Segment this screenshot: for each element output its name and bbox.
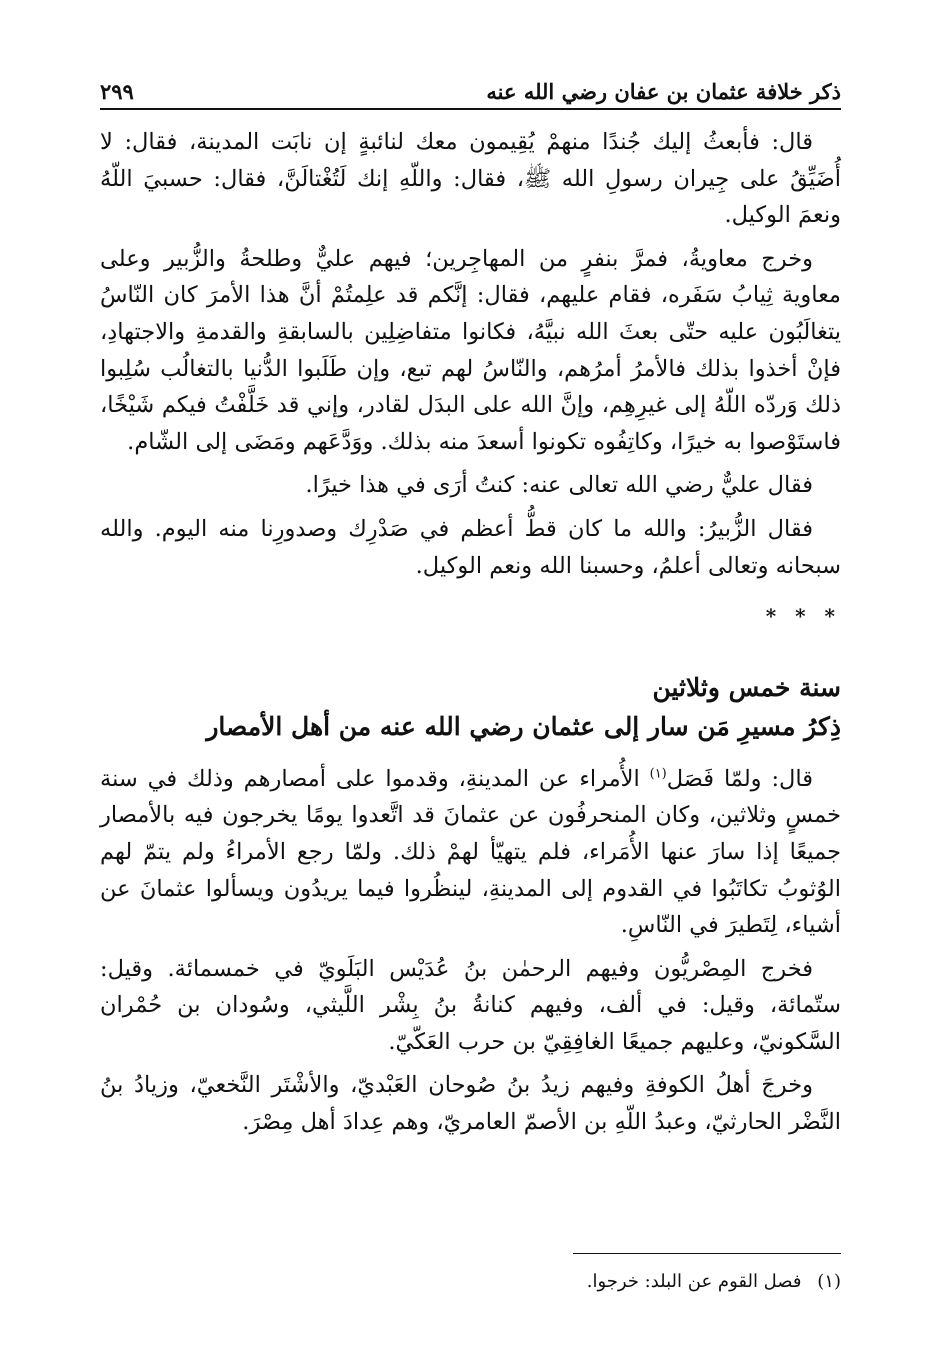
paragraph-text: قال: ولمّا فَصَل	[666, 765, 813, 792]
page-number: ٢٩٩	[100, 79, 134, 104]
section-subheading: ذِكرُ مسيرِ مَن سار إلى عثمان رضي الله عنه من أهل الأمصار	[206, 711, 841, 741]
paragraph	[100, 761, 841, 944]
page-header	[100, 70, 841, 104]
footnote-rule	[573, 1253, 841, 1254]
paragraph: قال: فأبعثُ إليك جُندًا منهمْ يُقِيمون معك لنائبةٍ إن نابَت المدينة، فقال: لا أُضَيِّقُ على جِيران رسولِ الله ﷺ، فقال: واللّهِ إنك لَتُغْتالَنَّ، فقال: حسبيَ اللّهُ ونعمَ الوكيل.	[100, 129, 841, 229]
footnote-text: فصل القوم عن البلد: خرجوا.	[586, 1271, 802, 1292]
section-separator: * * *	[765, 604, 841, 629]
paragraph: فقال عليٌّ رضي الله تعالى عنه: كنتُ أرَى في هذا خيرًا.	[305, 472, 813, 499]
paragraph: فقال الزُّبيرُ: والله ما كان قطُّ أعظم في صَدْرِك وصدورِنا منه اليوم. والله سبحانه وتعالى أعلمُ، وحسبنا الله ونعم الوكيل.	[100, 515, 841, 579]
body-text	[100, 124, 841, 1148]
running-title: ذكر خلافة عثمان بن عفان رضي الله عنه	[486, 79, 841, 104]
footnote	[100, 1268, 841, 1296]
footnote-number: (١)	[817, 1271, 841, 1292]
paragraph: وخرج معاويةُ، فمرَّ بنفرٍ من المهاجِرين؛ فيهم عليٌّ وطلحةُ والزُّبير وعلى معاوية ثِيابُ سَفَره، فقام عليهم، فقال: إنَّكم قد علِمتُمْ أنَّ هذا الأمرَ كان النّاسُ يتغالَبُون عليه حتّى بعثَ الله نبيَّهُ، فكانوا متفاضِلِين بالسابقةِ والقدمةِ والاجتهادِ، فإنْ أخذوا بذلك فالأمرُ أمرُهم، والنّاسُ لهم تبع، وإن طَلَبوا الدُّنيا بالتغالُب سُلِبوا ذلك وَردّه اللّهُ إلى غيرِهِم، وإنَّ الله على البدَل لقادر، وإني قد خَلَّفْتُ فيكم شَيْخًا، فاستَوْصوا به خيرًا، وكاتِفُوه تكونوا أسعدَ منه بذلك. ووَدَّعَهم ومَضَى إلى الشّام.	[100, 245, 841, 455]
section-heading: سنة خمس وثلاثين	[652, 672, 841, 702]
paragraph: فخرج المِصْريُّون وفيهم الرحمٰن بنُ عُدَيْس البَلَويّ في خمسمائة. وقيل: ستّمائة، وقيل: في ألف، وفيهم كنانةُ بنُ بِشْر اللَّيثي، وسُودان بن حُمْران السَّكونيّ، وعليهم جميعًا الغافِقِيّ بن حرب العَكّيّ.	[100, 955, 841, 1055]
paragraph-text: الأُمراء عن المدينةِ، وقدموا على أمصارهم وذلك في سنة خمسٍ وثلاثين، وكان المنحرفُون عن عثمانَ قد اتَّعدوا يومًا يخرجون فيه بالأمصار جميعًا إذا سارَ عنها الأُمَراء، فلم يتهيّأ لهمْ ذلك. ولمّا رجع الأمراءُ ولم يتمّ لهم الوُثوبُ تكاتَبُوا في القدوم إلى المدينةِ، لينظُروا فيما يريدُون ويسألوا عثمانَ عن أشياء، لِتَطيرَ في النّاسِ.	[100, 765, 841, 939]
footnote-marker[interactable]: (١)	[649, 766, 667, 782]
paragraph: وخرجَ أهلُ الكوفةِ وفيهم زيدُ بنُ صُوحان العَبْديّ، والأشْتَر النَّخعيّ، وزيادُ بنُ النَّضْر الحارثيّ، وعبدُ اللّهِ بن الأصمّ العامريّ، وهم عِدادَ أهل مِصْرَ.	[100, 1072, 841, 1136]
header-rule	[100, 108, 841, 110]
